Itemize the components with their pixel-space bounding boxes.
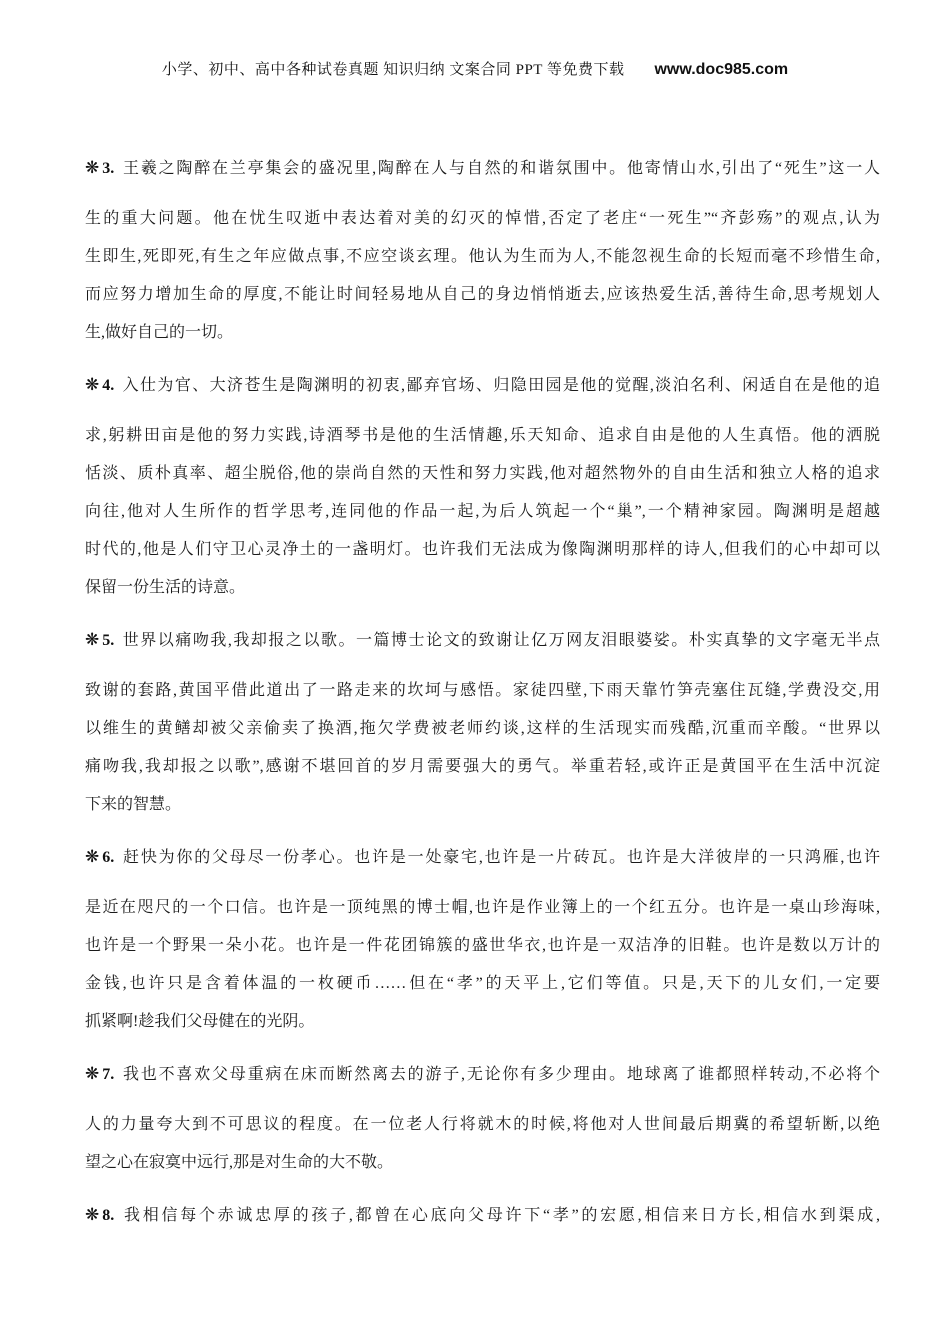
paragraph-bullet-icon: ❋	[85, 630, 100, 650]
paragraph-text: 望之心在寂寞中远行,那是对生命的大不敬。	[85, 1154, 394, 1171]
paragraph-text: 人的力量夸大到不可思议的程度。在一位老人行将就木的时候,将他对人世间最后期冀的希望斩断,以绝	[85, 1116, 880, 1133]
document-body	[85, 149, 880, 1235]
paragraph-text: 赶快为你的父母尽一份孝心。也许是一处豪宅,也许是一片砖瓦。也许是大洋彼岸的一只鸿雁,也许	[121, 849, 880, 866]
paragraph-text: 时代的,他是人们守卫心灵净土的一盏明灯。也许我们无法成为像陶渊明那样的诗人,但我们的心中却可以	[85, 541, 880, 558]
paragraph-line	[85, 965, 880, 1003]
paragraph-text: 入仕为官、大济苍生是陶渊明的初衷,鄙弃官场、归隐田园是他的觉醒,淡泊名利、闲适自在是他的追	[121, 377, 880, 394]
paragraph-text: 以维生的黄鳝却被父亲偷卖了换酒,拖欠学费被老师约谈,这样的生活现实而残酷,沉重而辛酸。“世界以	[85, 720, 880, 737]
paragraph-line	[85, 838, 880, 877]
paragraph-text: 是近在咫尺的一个口信。也许是一顶纯黑的博士帽,也许是作业簿上的一个红五分。也许是一桌山珍海味,	[85, 899, 880, 916]
header-site-link[interactable]: www.doc985.com	[654, 61, 789, 78]
paragraph-line	[85, 621, 880, 660]
paragraph-line	[85, 1106, 880, 1144]
paragraph-5	[85, 621, 880, 824]
page-header	[0, 0, 950, 79]
paragraph-number: 7.	[102, 1066, 115, 1083]
paragraph-line	[85, 1055, 880, 1094]
paragraph-text: 也许是一个野果一朵小花。也许是一件花团锦簇的盛世华衣,也许是一双洁净的旧鞋。也许是数以万计的	[85, 937, 880, 954]
paragraph-7	[85, 1055, 880, 1182]
header-promo-text: 小学、初中、高中各种试卷真题 知识归纳 文案合同 PPT 等免费下载	[161, 62, 625, 78]
paragraph-text: 王羲之陶醉在兰亭集会的盛况里,陶醉在人与自然的和谐氛围中。他寄情山水,引出了“死生”这一人	[121, 160, 880, 177]
paragraph-line	[85, 1144, 880, 1182]
paragraph-line	[85, 455, 880, 493]
paragraph-text: 痛吻我,我却报之以歌”,感谢不堪回首的岁月需要强大的勇气。举重若轻,或许正是黄国平在生活中沉淀	[85, 758, 880, 775]
paragraph-line	[85, 1196, 880, 1235]
paragraph-number: 3.	[102, 160, 115, 177]
paragraph-6	[85, 838, 880, 1041]
paragraph-line	[85, 200, 880, 238]
paragraph-8	[85, 1196, 880, 1235]
paragraph-text: 向往,他对人生所作的哲学思考,连同他的作品一起,为后人筑起一个“巢”,一个精神家园。陶渊明是超越	[85, 503, 880, 520]
paragraph-text: 恬淡、质朴真率、超尘脱俗,他的崇尚自然的天性和努力实践,他对超然物外的自由生活和独立人格的追求	[85, 465, 880, 482]
paragraph-text: 求,躬耕田亩是他的努力实践,诗酒琴书是他的生活情趣,乐天知命、追求自由是他的人生真悟。他的洒脱	[85, 427, 880, 444]
paragraph-text: 金钱,也许只是含着体温的一枚硬币……但在“孝”的天平上,它们等值。只是,天下的儿女们,一定要	[85, 975, 880, 992]
paragraph-number: 5.	[102, 632, 115, 649]
paragraph-line	[85, 672, 880, 710]
paragraph-line	[85, 238, 880, 276]
paragraph-number: 6.	[102, 849, 115, 866]
paragraph-line	[85, 493, 880, 531]
paragraph-bullet-icon: ❋	[85, 847, 100, 867]
paragraph-text: 而应努力增加生命的厚度,不能让时间轻易地从自己的身边悄悄逝去,应该热爱生活,善待生命,思考规划人	[85, 286, 880, 303]
paragraph-text: 生即生,死即死,有生之年应做点事,不应空谈玄理。他认为生而为人,不能忽视生命的长短而毫不珍惜生命,	[85, 248, 880, 265]
paragraph-line	[85, 1003, 880, 1041]
paragraph-text: 保留一份生活的诗意。	[85, 579, 246, 596]
paragraph-4	[85, 366, 880, 607]
paragraph-line	[85, 710, 880, 748]
paragraph-3	[85, 149, 880, 352]
paragraph-text: 世界以痛吻我,我却报之以歌。一篇博士论文的致谢让亿万网友泪眼婆娑。朴实真挚的文字毫无半点	[121, 632, 880, 649]
paragraph-bullet-icon: ❋	[85, 375, 100, 395]
paragraph-number: 4.	[102, 377, 115, 394]
paragraph-bullet-icon: ❋	[85, 1064, 100, 1084]
paragraph-text: 下来的智慧。	[85, 796, 182, 813]
paragraph-text: 我相信每个赤诚忠厚的孩子,都曾在心底向父母许下“孝”的宏愿,相信来日方长,相信水到渠成,	[121, 1207, 880, 1224]
paragraph-line	[85, 417, 880, 455]
paragraph-line	[85, 276, 880, 314]
paragraph-line	[85, 786, 880, 824]
paragraph-line	[85, 889, 880, 927]
paragraph-line	[85, 149, 880, 188]
paragraph-text: 抓紧啊!趁我们父母健在的光阴。	[85, 1013, 315, 1030]
paragraph-text: 生,做好自己的一切。	[85, 324, 234, 341]
paragraph-line	[85, 366, 880, 405]
paragraph-bullet-icon: ❋	[85, 158, 100, 178]
paragraph-line	[85, 569, 880, 607]
paragraph-text: 致谢的套路,黄国平借此道出了一路走来的坎坷与感悟。家徒四壁,下雨天靠竹笋壳塞住瓦缝,学费没交,用	[85, 682, 880, 699]
paragraph-text: 我也不喜欢父母重病在床而断然离去的游子,无论你有多少理由。地球离了谁都照样转动,不必将个	[121, 1066, 880, 1083]
paragraph-line	[85, 748, 880, 786]
paragraph-bullet-icon: ❋	[85, 1205, 100, 1225]
paragraph-line	[85, 927, 880, 965]
paragraph-line	[85, 531, 880, 569]
paragraph-text: 生的重大问题。他在忧生叹逝中表达着对美的幻灭的悼惜,否定了老庄“一死生”“齐彭殇”的观点,认为	[85, 210, 880, 227]
paragraph-line	[85, 314, 880, 352]
paragraph-number: 8.	[102, 1207, 115, 1224]
